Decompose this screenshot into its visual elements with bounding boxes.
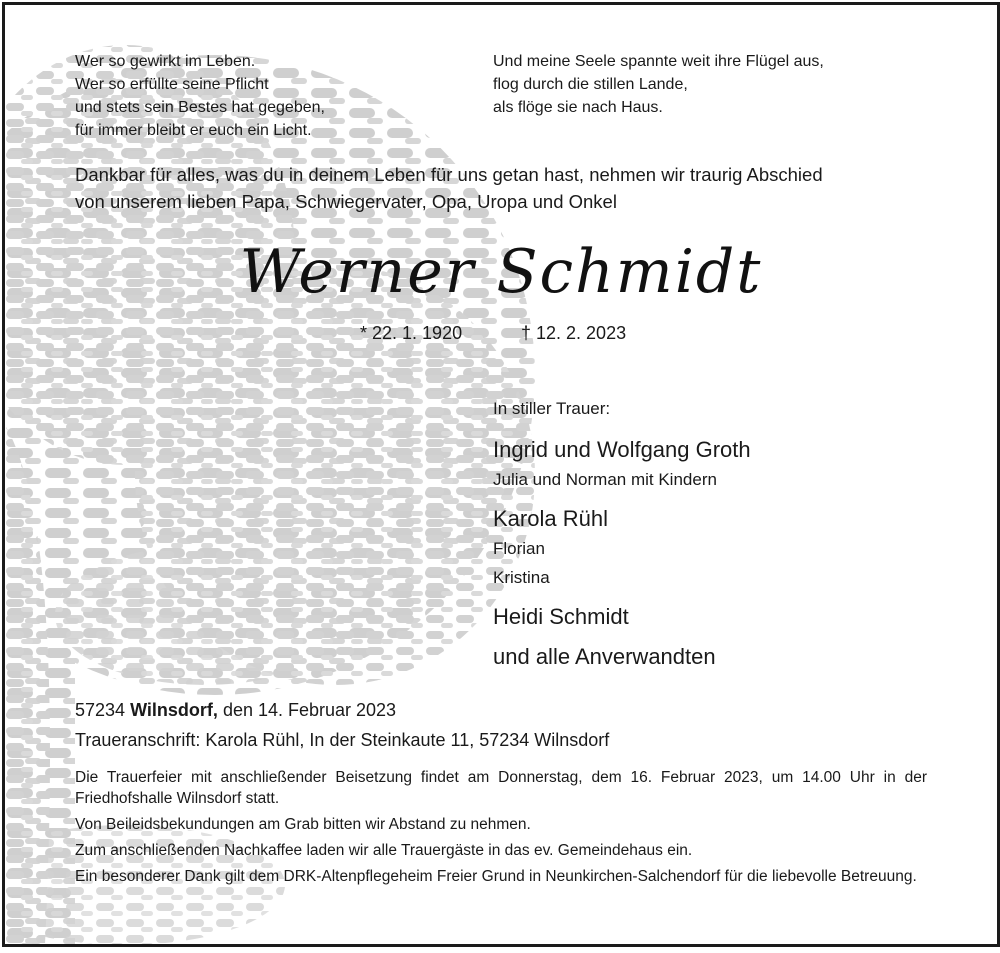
birth-date: * 22. 1. 1920 bbox=[360, 323, 463, 343]
note-paragraph: Von Beileidsbekundungen am Grab bitten wir Abstand zu nehmen. bbox=[75, 816, 531, 833]
mourner-relative: Florian bbox=[493, 539, 545, 558]
poem-right-line: als flöge sie nach Haus. bbox=[493, 99, 663, 116]
poem-right bbox=[493, 50, 824, 119]
town-name: Wilnsdorf, bbox=[130, 700, 218, 720]
deceased-name: Werner Schmidt bbox=[239, 237, 763, 307]
obituary-frame bbox=[2, 2, 1000, 947]
poem-right-line: flog durch die stillen Lande, bbox=[493, 76, 688, 93]
mourner-family: Ingrid und Wolfgang Groth bbox=[493, 437, 751, 462]
mourners-label: In stiller Trauer: bbox=[493, 399, 611, 418]
poem-left bbox=[75, 50, 325, 142]
funeral-notes bbox=[75, 767, 927, 892]
poem-left-line: für immer bleibt er euch ein Licht. bbox=[75, 122, 312, 139]
mourner-family: Karola Rühl bbox=[493, 506, 608, 531]
intro-text bbox=[75, 161, 945, 215]
poem-right-line: Und meine Seele spannte weit ihre Flügel aus, bbox=[493, 53, 824, 70]
poem-left-line: Wer so gewirkt im Leben. bbox=[75, 53, 256, 70]
mourner-relatives: Julia und Norman mit Kindern bbox=[493, 470, 717, 489]
zip-code: 57234 bbox=[75, 700, 126, 720]
intro-line: von unserem lieben Papa, Schwiegervater, Opa, Uropa und Onkel bbox=[75, 191, 617, 212]
place-and-date bbox=[75, 695, 609, 755]
intro-line: Dankbar für alles, was du in deinem Leben für uns getan hast, nehmen wir traurig Abschied bbox=[75, 164, 823, 185]
mourner-family: Heidi Schmidt bbox=[493, 604, 629, 629]
note-paragraph: Zum anschließenden Nachkaffee laden wir alle Trauergäste in das ev. Gemeindehaus ein. bbox=[75, 842, 693, 859]
mourners-block bbox=[493, 399, 933, 672]
mourner-all-relatives: und alle Anverwandten bbox=[493, 644, 716, 669]
note-paragraph: Die Trauerfeier mit anschließender Beisetzung findet am Donnerstag, dem 16. Februar 2023, um 14.00 Uhr in der Friedhofshalle Wilnsdorf statt. bbox=[75, 769, 927, 807]
notice-date: den 14. Februar 2023 bbox=[222, 700, 397, 720]
note-paragraph: Ein besonderer Dank gilt dem DRK-Altenpflegeheim Freier Grund in Neunkirchen-Salchendorf für die liebevolle Betreuung. bbox=[75, 868, 917, 885]
death-date: † 12. 2. 2023 bbox=[521, 323, 627, 343]
poem-left-line: Wer so erfüllte seine Pflicht bbox=[75, 76, 269, 93]
mourner-relative: Kristina bbox=[493, 568, 550, 587]
mourning-address: Traueranschrift: Karola Rühl, In der Steinkaute 11, 57234 Wilnsdorf bbox=[75, 730, 610, 750]
poem-left-line: und stets sein Bestes hat gegeben, bbox=[75, 99, 325, 116]
